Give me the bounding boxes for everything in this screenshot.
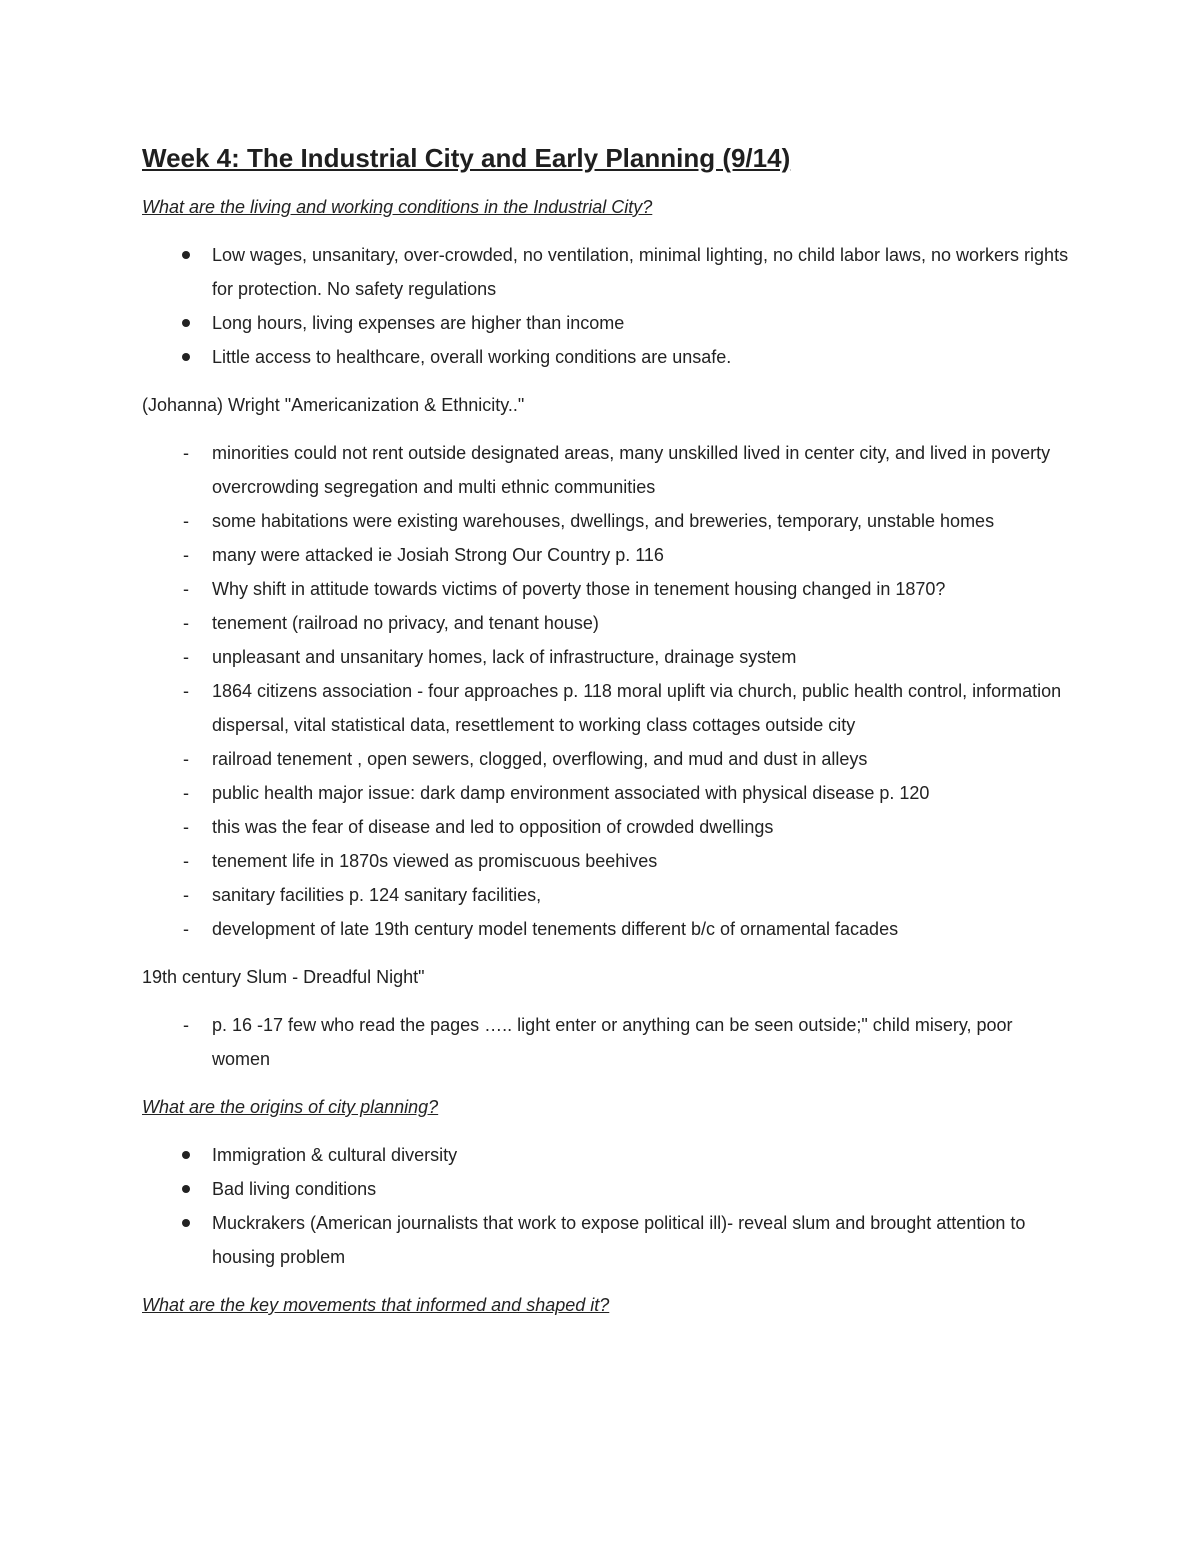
- list-item-text: Muckrakers (American journalists that work to expose political ill)- reveal slum and brought attention to housing problem: [212, 1213, 1026, 1267]
- question-origins: What are the origins of city planning?: [142, 1097, 439, 1117]
- bullet-icon: [176, 1138, 196, 1172]
- dash-icon: [176, 776, 196, 810]
- question-key-movements: What are the key movements that informed and shaped it?: [142, 1295, 610, 1315]
- list-item: [142, 810, 1072, 844]
- wright-heading: (Johanna) Wright "Americanization & Ethnicity..": [142, 395, 525, 415]
- slum-notes-list: [142, 1008, 1072, 1076]
- bullet-icon: [176, 340, 196, 374]
- list-item: [142, 306, 1072, 340]
- list-item-text: tenement life in 1870s viewed as promiscuous beehives: [212, 851, 658, 871]
- list-item: [142, 878, 1072, 912]
- dash-icon: [176, 844, 196, 878]
- dash-icon: [176, 640, 196, 674]
- list-item-text: unpleasant and unsanitary homes, lack of infrastructure, drainage system: [212, 647, 797, 667]
- list-item-text: development of late 19th century model tenements different b/c of ornamental facades: [212, 919, 899, 939]
- bullet-icon: [176, 238, 196, 272]
- question-living-conditions: What are the living and working conditions in the Industrial City?: [142, 197, 653, 217]
- list-item: [142, 572, 1072, 606]
- list-item-text: p. 16 -17 few who read the pages ….. light enter or anything can be seen outside;" child misery, poor women: [212, 1015, 1013, 1069]
- list-item-text: tenement (railroad no privacy, and tenant house): [212, 613, 599, 633]
- dash-icon: [176, 674, 196, 708]
- list-item-text: public health major issue: dark damp environment associated with physical disease p. 120: [212, 783, 930, 803]
- bullet-icon: [176, 306, 196, 340]
- document-page: [142, 138, 1072, 1336]
- origins-list: [142, 1138, 1072, 1274]
- list-item: [142, 1172, 1072, 1206]
- dash-icon: [176, 436, 196, 470]
- list-item-text: Bad living conditions: [212, 1179, 377, 1199]
- page-title: Week 4: The Industrial City and Early Planning (9/14): [142, 143, 791, 173]
- list-item-text: Why shift in attitude towards victims of poverty those in tenement housing changed in 1870?: [212, 579, 946, 599]
- list-item: [142, 238, 1072, 306]
- list-item: [142, 606, 1072, 640]
- list-item-text: minorities could not rent outside designated areas, many unskilled lived in center city, and lived in poverty overcrowding segregation and multi ethnic communities: [212, 443, 1051, 497]
- list-item-text: railroad tenement , open sewers, clogged, overflowing, and mud and dust in alleys: [212, 749, 868, 769]
- list-item: [142, 742, 1072, 776]
- list-item-text: sanitary facilities p. 124 sanitary facilities,: [212, 885, 542, 905]
- list-item: [142, 912, 1072, 946]
- list-item: [142, 640, 1072, 674]
- list-item-text: Immigration & cultural diversity: [212, 1145, 458, 1165]
- list-item: [142, 1008, 1072, 1076]
- list-item-text: this was the fear of disease and led to opposition of crowded dwellings: [212, 817, 774, 837]
- list-item: [142, 340, 1072, 374]
- list-item-text: Long hours, living expenses are higher than income: [212, 313, 625, 333]
- list-item: [142, 1138, 1072, 1172]
- list-item: [142, 844, 1072, 878]
- list-item-text: many were attacked ie Josiah Strong Our Country p. 116: [212, 545, 664, 565]
- list-item-text: 1864 citizens association - four approaches p. 118 moral uplift via church, public health control, information dispersal, vital statistical data, resettlement to working class cottages outside city: [212, 681, 1062, 735]
- dash-icon: [176, 504, 196, 538]
- list-item: [142, 776, 1072, 810]
- list-item-text: Little access to healthcare, overall working conditions are unsafe.: [212, 347, 732, 367]
- dash-icon: [176, 742, 196, 776]
- dash-icon: [176, 606, 196, 640]
- living-conditions-list: [142, 238, 1072, 374]
- slum-heading: 19th century Slum - Dreadful Night": [142, 967, 425, 987]
- dash-icon: [176, 912, 196, 946]
- wright-notes-list: [142, 436, 1072, 946]
- bullet-icon: [176, 1172, 196, 1206]
- bullet-icon: [176, 1206, 196, 1240]
- list-item: [142, 504, 1072, 538]
- dash-icon: [176, 878, 196, 912]
- list-item: [142, 538, 1072, 572]
- dash-icon: [176, 810, 196, 844]
- dash-icon: [176, 538, 196, 572]
- list-item: [142, 1206, 1072, 1274]
- list-item: [142, 436, 1072, 504]
- dash-icon: [176, 572, 196, 606]
- list-item-text: some habitations were existing warehouses, dwellings, and breweries, temporary, unstable homes: [212, 511, 995, 531]
- list-item-text: Low wages, unsanitary, over-crowded, no ventilation, minimal lighting, no child labor laws, no workers rights for protection. No safety regulations: [212, 245, 1069, 299]
- list-item: [142, 674, 1072, 742]
- dash-icon: [176, 1008, 196, 1042]
